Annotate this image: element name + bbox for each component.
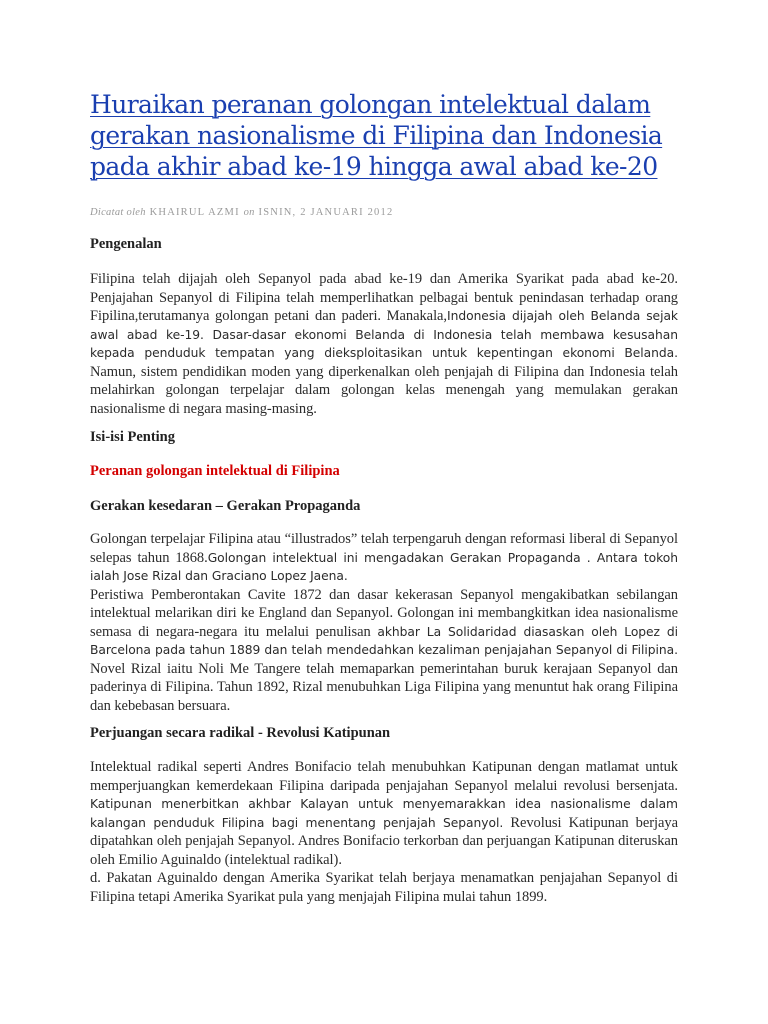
propaganda-text-1: Golongan terpelajar Filipina atau “illustrados” telah terpengaruh dengan reformasi liberal di Sepanyol selepas tahun 1868.: [90, 531, 678, 566]
propaganda-text-4: akhbar La Solidaridad diasaskan oleh Lopez di Barcelona pada tahun 1889 dan telah mendedahkan kezaliman penjajahan Sepanyol di Filipina.: [90, 624, 678, 657]
meta-on: on: [243, 207, 255, 218]
katipunan-text-1: Intelektual radikal seperti Andres Bonifacio telah menubuhkan Katipunan dengan matlamat untuk memperjuangkan kemerdekaan Filipina daripada penjajahan Sepanyol melalui revolusi bersenjata.: [90, 759, 678, 794]
heading-peranan-filipina: Peranan golongan intelektual di Filipina: [90, 463, 340, 479]
pengenalan-text-3: Namun, sistem pendidikan moden yang diperkenalkan oleh penjajah di Filipina dan Indonesia telah melahirkan golongan terpelajar dalam golongan kelas menengah yang memulakan gerakan nasionalisme di negara masing-masing.: [90, 363, 678, 417]
paragraph-katipunan: [90, 758, 678, 906]
propaganda-text-3: Peristiwa Pemberontakan Cavite 1872 dan dasar kekerasan Sepanyol mengakibatkan sebilangan intelektual melarikan diri ke England dan Sepanyol. Golongan ini membangkitkan idea nasionalisme semasa di negara-negara itu melalui penulisan: [90, 586, 678, 640]
propaganda-text-5: Novel Rizal iaitu Noli Me Tangere telah memaparkan pemerintahan buruk kerajaan Sepanyol dan paderinya di Filipina. Tahun 1892, Rizal menubuhkan Liga Filipina yang menuntut hak orang Filipina dan kebebasan bersuara.: [90, 660, 678, 714]
pengenalan-text-1: Filipina telah dijajah oleh Sepanyol pada abad ke-19 dan Amerika Syarikat pada abad ke-20. Penjajahan Sepanyol di Filipina telah memperlihatkan pelbagai bentuk penindasan terhadap orang Fipilina,terutamanya golongan petani dan paderi. Manakala,: [90, 271, 678, 324]
author-link[interactable]: KHAIRUL AZMI: [149, 207, 240, 218]
katipunan-text-2: Katipunan menerbitkan akhbar Kalayan untuk menyemarakkan idea nasionalisme dalam kalangan penduduk Filipina bagi menentang penjajah Sepanyol.: [90, 797, 678, 830]
heading-revolusi-katipunan: Perjuangan secara radikal - Revolusi Katipunan: [90, 725, 391, 741]
post-title-link[interactable]: Huraikan peranan golongan intelektual dalam gerakan nasionalisme di Filipina dan Indonesia pada akhir abad ke-19 hingga awal abad ke-20: [90, 90, 663, 181]
paragraph-propaganda: [90, 530, 678, 715]
heading-gerakan-propaganda: Gerakan kesedaran – Gerakan Propaganda: [90, 498, 361, 514]
katipunan-text-4: d. Pakatan Aguinaldo dengan Amerika Syarikat telah berjaya menamatkan penjajahan Sepanyol di Filipina tetapi Amerika Syarikat pula yang menjajah Filipina mulai tahun 1899.: [90, 870, 678, 905]
post-meta: [90, 207, 393, 218]
meta-prefix: Dicatat oleh: [90, 207, 146, 218]
heading-isi-penting: Isi-isi Penting: [90, 429, 175, 445]
propaganda-text-2: Golongan intelektual ini mengadakan Gerakan Propaganda . Antara tokoh ialah Jose Rizal dan Graciano Lopez Jaena.: [90, 550, 678, 583]
pengenalan-text-2: Indonesia dijajah oleh Belanda sejak awal abad ke-19. Dasar-dasar ekonomi Belanda di Indonesia telah membawa kesusahan kepada penduduk tempatan yang dieksploitasikan untuk kepentingan ekonomi Belanda.: [90, 309, 678, 360]
heading-pengenalan: Pengenalan: [90, 236, 162, 252]
post-date: ISNIN, 2 JANUARI 2012: [258, 207, 394, 218]
paragraph-pengenalan: [90, 270, 678, 418]
katipunan-text-3: Revolusi Katipunan berjaya dipatahkan oleh penjajah Sepanyol. Andres Bonifacio terkorban dan perjuangan Katipunan diteruskan oleh Emilio Aguinaldo (intelektual radikal).: [90, 814, 678, 868]
